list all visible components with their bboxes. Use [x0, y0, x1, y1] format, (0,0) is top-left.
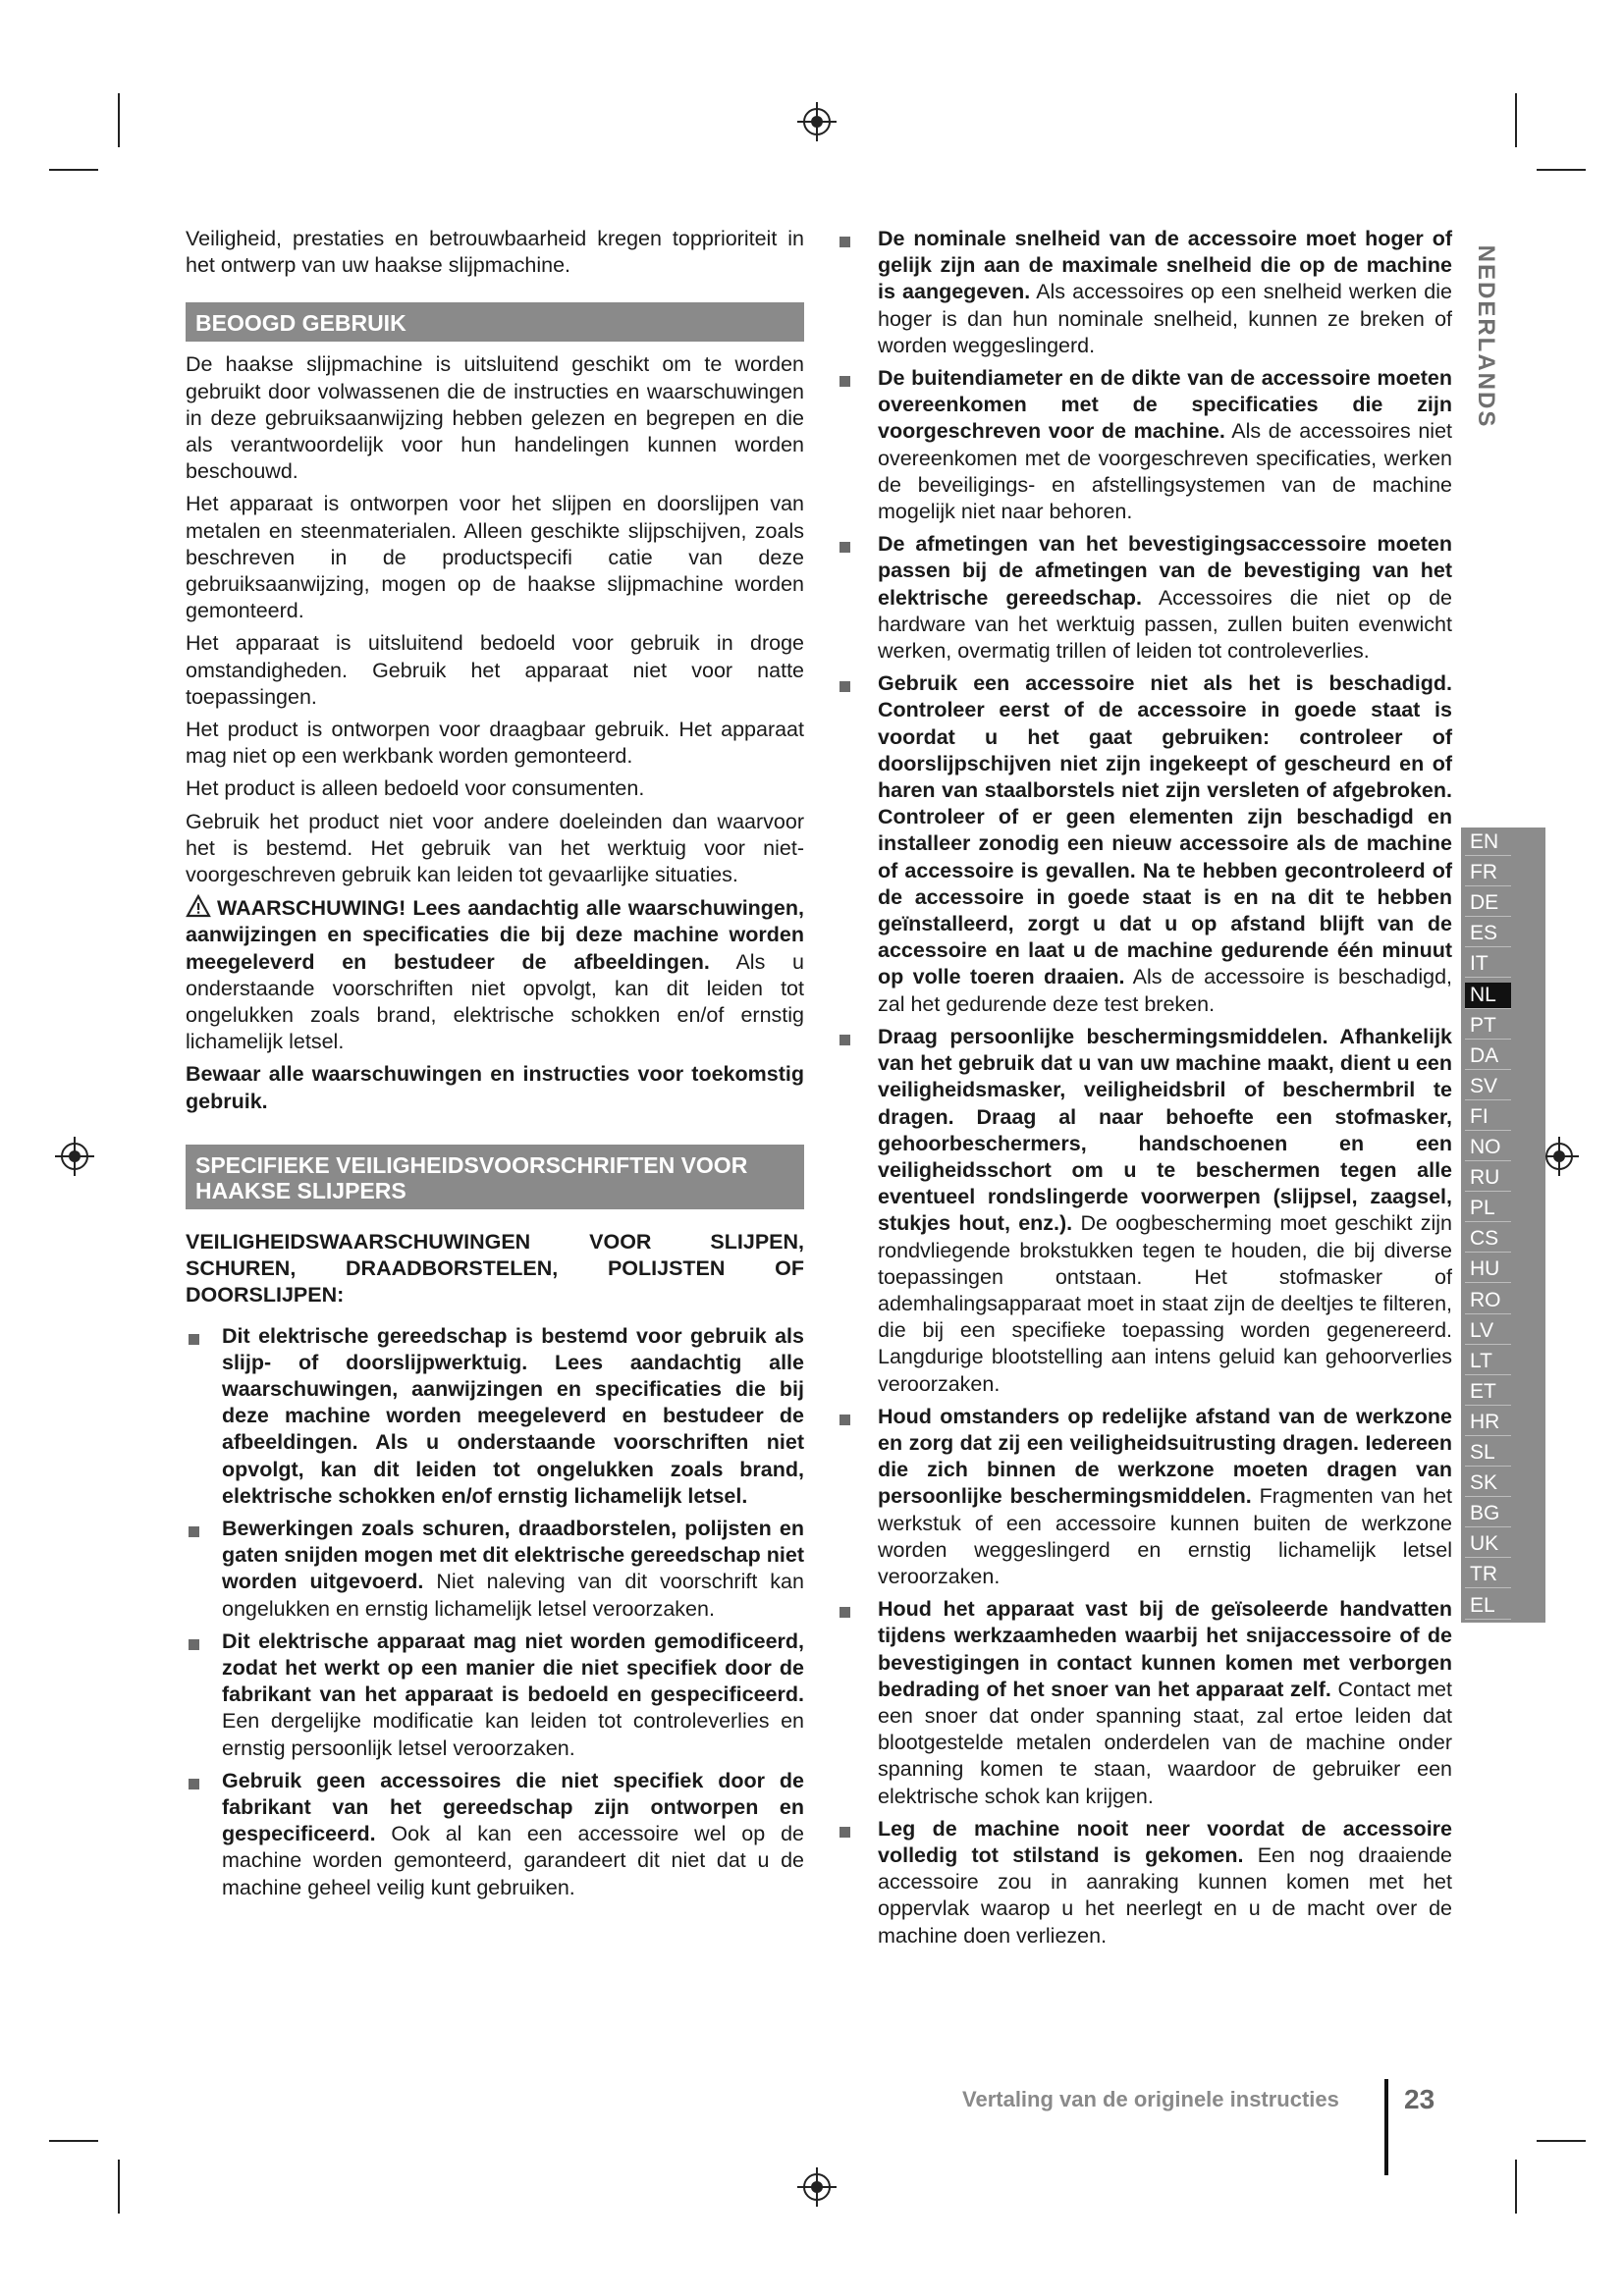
section-heading-intended-use: BEOOGD GEBRUIK [186, 302, 804, 342]
language-tab-pt[interactable]: PT [1465, 1013, 1511, 1040]
crop-mark [49, 169, 98, 171]
language-tab-sk[interactable]: SK [1465, 1470, 1511, 1497]
registration-mark-icon [797, 102, 837, 141]
footer-divider [1384, 2079, 1388, 2175]
language-tab-fi[interactable]: FI [1465, 1104, 1511, 1131]
paragraph: Het product is ontworpen voor draagbaar gebruik. Het apparaat mag niet op een werkbank worden gemonteerd. [186, 718, 804, 769]
warning-bold-text: WAARSCHUWING! Lees aandachtig alle waarschuwingen, aanwijzingen en specificaties die bij deze machine worden meegeleverd en bestudeer de afbeeldingen. [186, 896, 804, 974]
right-column [837, 226, 1452, 1955]
language-tab-da[interactable]: DA [1465, 1043, 1511, 1070]
list-item [837, 531, 1452, 665]
language-tab-hu[interactable]: HU [1465, 1256, 1511, 1283]
bullet-bold-text: Dit elektrische apparaat mag niet worden gemodificeerd, zodat het werkt op een manier die niet specifiek door de fabrikant van het apparaat is bedoeld en gespecificeerd. [222, 1629, 804, 1707]
paragraph: Het apparaat is ontworpen voor het slijpen en doorslijpen van metalen en steenmaterialen. Alleen geschikte slijpschijven, zoals beschreven in de productspecifi catie van deze gebruiksaanwijzing, mogen op de haakse slijpmachine worden gemonteerd. [186, 492, 804, 623]
language-tab-bg[interactable]: BG [1465, 1501, 1511, 1527]
bullet-text: Als de accessoires niet overeenkomen met de voorgeschreven specificaties, werken de beveiligings- en afstellingsystemen van de machine mogelijk niet naar behoren. [878, 419, 1453, 524]
list-item [837, 670, 1452, 1018]
crop-mark [118, 93, 120, 147]
page-number: 23 [1404, 2084, 1435, 2114]
language-tab-tr[interactable]: TR [1465, 1562, 1511, 1588]
language-tab-nl[interactable]: NL [1465, 983, 1511, 1009]
registration-mark-icon [1540, 1137, 1579, 1176]
bullet-text: Contact met een snoer dat onder spanning staat, zal ertoe leiden dat blootgestelde metalen onderdelen van de machine onder spanning komen te staan, waardoor de gebruiker een elektrische schok kan krijgen. [878, 1677, 1452, 1808]
list-item [186, 1768, 804, 1901]
warning-text: Als u onderstaande voorschriften niet opvolgt, kan dit leiden tot ongelukken zoals brand, elektrische schokken en/of ernstig lichamelijk letsel. [186, 949, 805, 1054]
language-tab-en[interactable]: EN [1465, 829, 1511, 856]
bullet-text: Ook al kan een accessoire wel op de machine worden gemonteerd, garandeert dit niet dat u de machine geheel veilig kunt gebruiken. [222, 1822, 804, 1899]
crop-mark [49, 2140, 98, 2142]
list-item [186, 1629, 804, 1762]
bullet-bold-text: De nominale snelheid van de accessoire moet hoger of gelijk zijn aan de maximale snelheid die op de machine is aangegeven. [878, 227, 1452, 304]
bullet-bold-text: De buitendiameter en de dikte van de accessoire moeten overeenkomen met de specificaties die zijn voorgeschreven voor de machine. [878, 366, 1452, 444]
language-tab-lt[interactable]: LT [1465, 1349, 1511, 1375]
registration-mark-icon [55, 1137, 94, 1176]
bullet-text: Accessoires die niet op de hardware van het werktuig passen, zullen buiten evenwicht werken, overmatig trillen of leiden tot controleverlies. [878, 585, 1452, 664]
list-item [837, 1404, 1452, 1590]
intro-paragraph: Veiligheid, prestaties en betrouwbaarheid kregen topprioriteit in het ontwerp van uw haakse slijpmachine. [186, 227, 804, 278]
crop-mark [1537, 169, 1586, 171]
bullet-text: Als de accessoire is beschadigd, zal het gedurende deze test breken. [878, 965, 1452, 1016]
safety-bullet-list [837, 226, 1452, 1949]
bullet-bold-text: Gebruik een accessoire niet als het is beschadigd. Controleer eerst of de accessoire in goede staat is voordat u het gaat gebruiken: controleer of doorslijpschijven niet zijn ingekeept of gescheurd en of haren van staalborstels niet zijn versleten of afgebroken. Controleer of er geen elementen zijn beschadigd en installeer zonodig een nieuw accessoire als de machine of accessoire is gevallen. Na te hebben gecontroleerd of de accessoire in goede staat is en na dit te hebben geïnstalleerd, zorgt u dat u op afstand blijft van de accessoire en laat u de machine gedurende één minuut op volle toeren draaien. [878, 671, 1452, 989]
language-tab-el[interactable]: EL [1465, 1593, 1511, 1620]
bullet-text: Als accessoires op een snelheid werken die hoger is dan hun nominale snelheid, kunnen ze breken of worden weggeslingerd. [878, 280, 1453, 357]
bullet-text: Fragmenten van het werkstuk of een accessoire kunnen buiten de werkzone worden weggeslingerd en ernstig lichamelijk letsel veroorzaken. [878, 1484, 1452, 1588]
footer-text: Vertaling van de originele instructies [962, 2087, 1339, 2111]
bullet-bold-text: Bewerkingen zoals schuren, draadborstelen, polijsten en gaten snijden mogen met dit elektrische gereedschap niet worden uitgevoerd. [222, 1516, 804, 1594]
language-tab-cs[interactable]: CS [1465, 1226, 1511, 1253]
list-item [837, 226, 1452, 359]
language-tab-de[interactable]: DE [1465, 890, 1511, 917]
language-tab-pl[interactable]: PL [1465, 1196, 1511, 1222]
language-tab-no[interactable]: NO [1465, 1135, 1511, 1161]
language-tab-strip [1461, 828, 1545, 1623]
bullet-text: Een dergelijke modificatie kan leiden tot controleverlies en ernstig persoonlijk letsel veroorzaken. [222, 1709, 804, 1760]
bullet-text: De oogbescherming moet geschikt zijn rondvliegende brokstukken tegen te houden, die bij diverse toepassingen ontstaan. Het stofmasker of ademhalingsapparaat moet in staat zijn de deeltjes te filteren, die bij een specifieke toepassing worden gegenereerd. Langdurige blootstelling aan intens geluid kan gehoorverlies veroorzaken. [878, 1211, 1452, 1396]
registration-mark-icon [797, 2167, 837, 2207]
language-tab-fr[interactable]: FR [1465, 860, 1511, 886]
paragraph: Het product is alleen bedoeld voor consumenten. [186, 776, 645, 801]
language-tab-sl[interactable]: SL [1465, 1440, 1511, 1467]
crop-mark [1515, 2160, 1517, 2214]
bullet-bold-text: Leg de machine nooit neer voordat de accessoire volledig tot stilstand is gekomen. [878, 1816, 1452, 1867]
bullet-bold-text: Draag persoonlijke beschermingsmiddelen. Afhankelijk van het gebruik dat u van uw machine maakt, dient u een veiligheidsmasker, veiligheidsbril of beschermbril te dragen. Draag al naar behoefte een stofmasker, gehoorbeschermers, handschoenen en een veiligheidsschort om u te beschermen tegen alle eventueel rondslingerde voorwerpen (slijpsel, zaagsel, stukjes hout, enz.). [878, 1024, 1452, 1236]
bullet-bold-text: Houd omstanders op redelijke afstand van de werkzone en zorg dat zij een veiligheidsuitrusting dragen. Iedereen die zich binnen de werkzone moeten dragen van persoonlijke beschermingsmiddelen. [878, 1404, 1452, 1509]
left-column [186, 226, 804, 1907]
language-tab-lv[interactable]: LV [1465, 1318, 1511, 1345]
language-tab-uk[interactable]: UK [1465, 1531, 1511, 1558]
warning-paragraph [186, 894, 804, 1055]
paragraph: Het apparaat is uitsluitend bedoeld voor gebruik in droge omstandigheden. Gebruik het apparaat niet voor natte toepassingen. [186, 631, 804, 709]
paragraph: Gebruik het product niet voor andere doeleinden dan waarvoor het is bestemd. Het gebruik van het werktuig voor niet-voorgeschreven gebruik kan leiden tot gevaarlijke situaties. [186, 809, 804, 887]
crop-mark [118, 2160, 120, 2214]
language-tab-sv[interactable]: SV [1465, 1074, 1511, 1100]
language-tab-et[interactable]: ET [1465, 1379, 1511, 1406]
side-language-title [1468, 234, 1503, 440]
crop-mark [1537, 2140, 1586, 2142]
bullet-text: Niet naleving van dit voorschrift kan ongelukken en ernstig lichamelijk letsel veroorzaken. [222, 1570, 804, 1621]
language-tab-ro[interactable]: RO [1465, 1288, 1511, 1314]
list-item [837, 1816, 1452, 1949]
bullet-bold-text: Houd het apparaat vast bij de geïsoleerde handvatten tijdens werkzaamheden waarbij het snijaccessoire of de bevestigingen in contact kunnen komen met verborgen bedrading of het snoer van het apparaat zelf. [878, 1597, 1452, 1701]
section-heading-safety-rules: SPECIFIEKE VEILIGHEIDSVOORSCHRIFTEN VOOR HAAKSE SLIJPERS [186, 1145, 804, 1209]
crop-mark [1515, 93, 1517, 147]
list-item [837, 1596, 1452, 1810]
warning-triangle-icon [186, 894, 211, 918]
list-item [837, 1024, 1452, 1398]
bullet-bold-text: Dit elektrische gereedschap is bestemd voor gebruik als slijp- of doorslijpwerktuig. Lees aandachtig alle waarschuwingen, aanwijzingen en specificaties die bij deze machine worden meegeleverd en bestudeer de afbeeldingen. Als u onderstaande voorschriften niet opvolgt, kan dit leiden tot ongelukken zoals brand, elektrische schokken en/of ernstig lichamelijk letsel. [222, 1323, 804, 1508]
language-tab-ru[interactable]: RU [1465, 1165, 1511, 1192]
sub-heading: VEILIGHEIDSWAARSCHUWINGEN VOOR SLIJPEN, SCHUREN, DRAADBORSTELEN, POLIJSTEN OF DOORSLIJPEN: [186, 1229, 804, 1308]
list-item [837, 365, 1452, 525]
list-item [186, 1323, 804, 1510]
bullet-text: Een nog draaiende accessoire zou in aanraking kunnen komen met het oppervlak waarop u het neerlegt en u de macht over de machine doen verliezen. [878, 1842, 1452, 1948]
bullet-bold-text: Gebruik geen accessoires die niet specifiek door de fabrikant van het gereedschap zijn ontworpen en gespecificeerd. [222, 1768, 804, 1846]
language-tab-hr[interactable]: HR [1465, 1410, 1511, 1436]
keep-instructions-note: Bewaar alle waarschuwingen en instructies voor toekomstig gebruik. [186, 1062, 804, 1113]
bullet-bold-text: De afmetingen van het bevestigingsaccessoire moeten passen bij de afmetingen van de bevestiging van het elektrische gereedschap. [878, 532, 1452, 610]
paragraph: De haakse slijpmachine is uitsluitend geschikt om te worden gebruikt door volwassenen die de instructies en waarschuwingen in deze gebruiksaanwijzing hebben gelezen en begrepen en die als verantwoordelijk voor hun handelingen kunnen worden beschouwd. [186, 352, 804, 484]
language-tab-es[interactable]: ES [1465, 921, 1511, 947]
language-tab-it[interactable]: IT [1465, 951, 1511, 978]
side-language-title-text: NEDERLANDS [1473, 244, 1499, 429]
list-item [186, 1516, 804, 1623]
safety-bullet-list [186, 1323, 804, 1901]
